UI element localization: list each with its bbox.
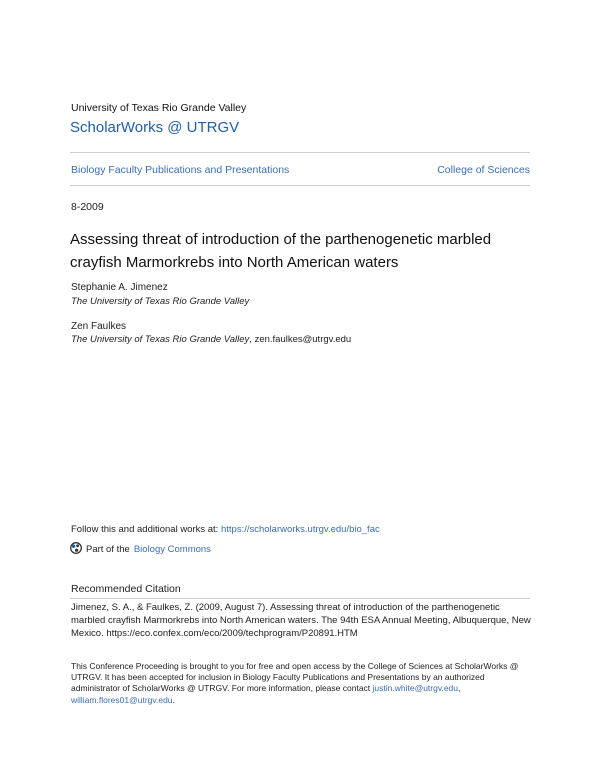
part-of-prefix: Part of the [86, 544, 130, 555]
affiliation-text: The University of Texas Rio Grande Valley [71, 296, 250, 307]
collection-link[interactable]: Biology Faculty Publications and Presentations [71, 164, 290, 176]
author-email[interactable]: zen.faulkes@utrgv.edu [254, 334, 352, 345]
author-affiliation [71, 296, 249, 307]
divider [70, 185, 530, 186]
affiliation-text: The University of Texas Rio Grande Valley [71, 334, 250, 345]
contact-email-link[interactable]: justin.white@utrgv.edu [372, 683, 459, 694]
author-name: Stephanie A. Jimenez [71, 282, 168, 293]
paper-title: Assessing threat of introduction of the parthenogenetic marbled crayfish Marmorkrebs into North American waters [70, 231, 492, 271]
biology-commons-link[interactable]: Biology Commons [133, 544, 211, 555]
college-link[interactable]: College of Sciences [437, 164, 530, 176]
publication-date: 8-2009 [71, 201, 104, 213]
divider [70, 598, 530, 599]
part-of-line [70, 542, 211, 557]
collection-url-link[interactable]: https://scholarworks.utrgv.edu/bio_fac [220, 524, 380, 535]
citation-heading: Recommended Citation [71, 583, 181, 595]
footer-notice [71, 661, 533, 706]
footer-text: This Conference Proceeding is brought to you for free and open access by the College of Sciences at ScholarWorks @ UTRGV. It has been accepted for inclusion in Biology Faculty Publications and Presentations by an authorized administrator of ScholarWorks @ UTRGV. For more information, please contact [71, 661, 519, 694]
footer-end: . [172, 694, 175, 705]
citation-text: Jimenez, S. A., & Faulkes, Z. (2009, August 7). Assessing threat of introduction of the parthenogenetic marbled crayfish Marmorkrebs into North American waters. The 94th ESA Annual Meeting, Albuquerque, New Mexico. https://eco.confex.com/eco/2009/techprogram/P20891.HTM [71, 602, 531, 639]
follow-line [71, 524, 380, 535]
contact-email-link[interactable]: william.flores01@utrgv.edu [71, 694, 173, 705]
institution-name: University of Texas Rio Grande Valley [71, 102, 247, 114]
footer-separator: , [458, 683, 461, 694]
author-affiliation: The University of Texas Rio Grande Valley, zen.faulkes@utrgv.edu [71, 334, 352, 345]
follow-prefix: Follow this and additional works at: [71, 524, 219, 535]
network-icon [70, 542, 82, 557]
author-name: Zen Faulkes [71, 321, 127, 332]
repository-link[interactable]: ScholarWorks @ UTRGV [70, 119, 240, 136]
divider [70, 152, 530, 153]
